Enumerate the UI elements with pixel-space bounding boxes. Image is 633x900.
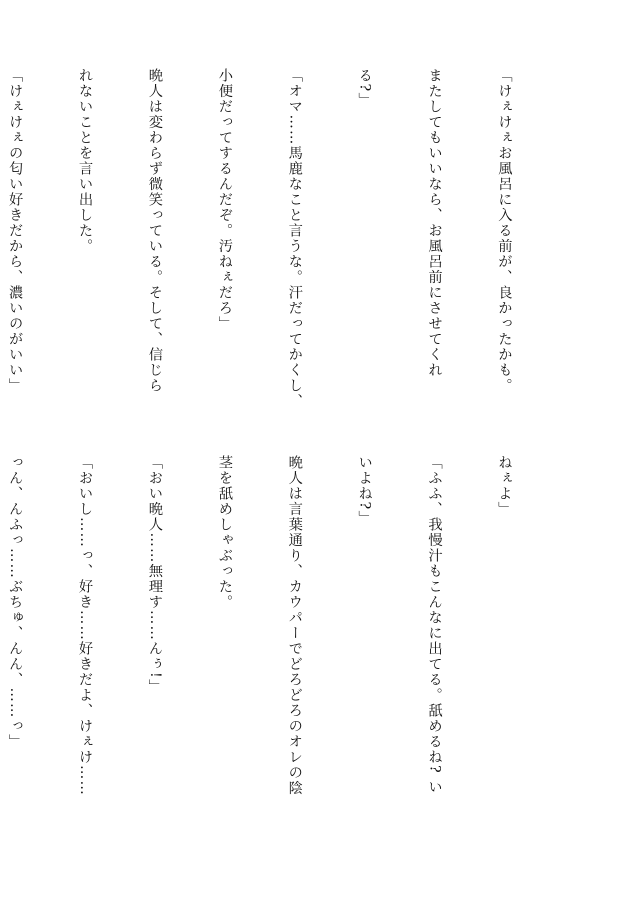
text-line: 晩人は言葉通り、カウパーでどろどろのオレの陰 [286, 455, 303, 796]
text-line: 「おいし……っ、好き……好きだよ、けぇけ…… [77, 455, 94, 796]
text-line: またしてもいいなら、お風呂前にさせてくれ [426, 68, 443, 378]
text-line: っん、んふっ……ぶちゅ、んん、……っ」 [7, 455, 24, 750]
text-line: れないことを言い出した。 [77, 68, 94, 254]
upper-text-block [7, 68, 562, 420]
text-line: 小便だってするんだぞ。汚ねぇだろ」 [216, 68, 233, 332]
text-line: 「けぇけぇお風呂に入る前が、良かったかも。 [496, 68, 513, 394]
text-line: 「オマ……馬鹿なこと言うな。汗だってかくし、 [286, 68, 303, 409]
text-line: いよね?」 [356, 455, 373, 526]
text-line: る?」 [356, 68, 373, 108]
text-line: 晩人は変わらず微笑っている。そして、信じら [146, 68, 163, 394]
text-line: ねぇよ」 [496, 455, 513, 517]
lower-text-block [7, 455, 562, 827]
text-line: 「けぇけぇの匂い好きだから、濃いのがいい」 [7, 68, 24, 394]
text-line: 「おい晩人……無理す……んぅ!」 [146, 455, 163, 695]
text-line: 「ふふ、我慢汁もこんなに出てる。舐めるね? い [426, 455, 443, 796]
text-line: 茎を舐めしゃぶった。 [216, 455, 233, 610]
